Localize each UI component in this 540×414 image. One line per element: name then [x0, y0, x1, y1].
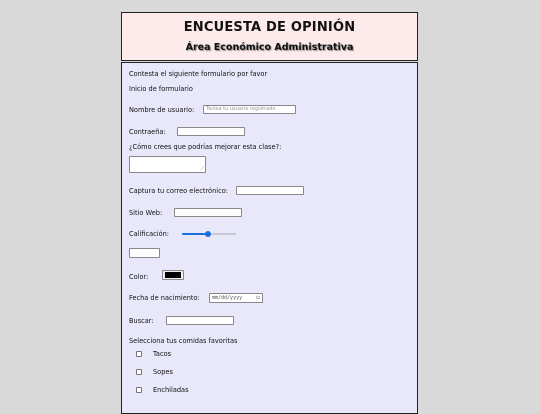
color-swatch [165, 272, 181, 278]
birthdate-placeholder: mm/dd/yyyy [212, 295, 243, 301]
color-label: Color: [129, 273, 149, 281]
slider-thumb[interactable] [205, 231, 211, 237]
username-label: Nombre de usuario: [129, 106, 195, 114]
survey-form [121, 62, 418, 414]
birthdate-label: Fecha de nacimiento: [129, 294, 200, 302]
color-picker[interactable] [162, 270, 184, 280]
food-checkbox-sopes[interactable] [136, 369, 142, 375]
survey-header [121, 12, 418, 61]
number-input[interactable] [129, 248, 160, 258]
improve-label: ¿Cómo crees que podrías mejorar esta clase?: [129, 143, 282, 151]
form-start-label: Inicio de formulario [129, 85, 193, 93]
username-placeholder: Teclea tu usuario registrado [206, 106, 276, 112]
rating-label: Calificación: [129, 230, 170, 238]
food-label-sopes: Sopes [153, 368, 173, 376]
food-checkbox-enchiladas[interactable] [136, 387, 142, 393]
search-label: Buscar: [129, 317, 154, 325]
password-input[interactable] [177, 127, 245, 136]
resize-grip-icon[interactable]: ⟋ [200, 166, 204, 172]
food-label-enchiladas: Enchiladas [153, 386, 189, 394]
form-intro: Contesta el siguiente formulario por favor [129, 70, 268, 78]
website-label: Sitio Web: [129, 209, 163, 217]
calendar-icon[interactable]: ▭ [256, 294, 260, 301]
username-input[interactable] [203, 105, 296, 114]
page-title: ENCUESTA DE OPINIÓN [183, 20, 356, 35]
search-input[interactable] [166, 316, 234, 325]
improve-textarea[interactable] [129, 156, 206, 173]
page-subtitle: Área Económico Administrativa [185, 42, 354, 53]
foods-label: Selecciona tus comidas favoritas [129, 337, 238, 345]
food-checkbox-tacos[interactable] [136, 351, 142, 357]
password-label: Contraeña: [129, 128, 166, 136]
food-label-tacos: Tacos [153, 350, 172, 358]
email-input[interactable] [236, 186, 304, 195]
rating-slider[interactable] [182, 231, 236, 237]
email-label: Captura tu correo electrónico: [129, 187, 228, 195]
birthdate-input[interactable] [209, 293, 263, 303]
website-input[interactable] [174, 208, 242, 217]
